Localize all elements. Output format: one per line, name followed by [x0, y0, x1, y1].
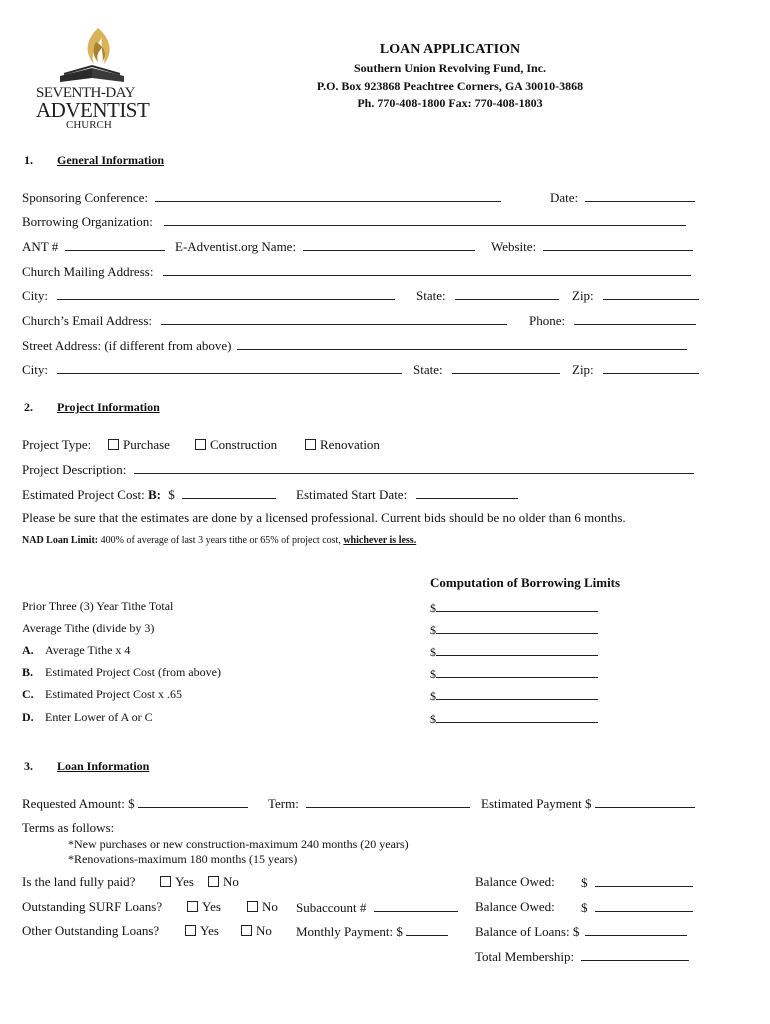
email-field[interactable] [161, 312, 507, 325]
surf-yes-option[interactable] [187, 899, 221, 915]
term-field[interactable] [306, 795, 470, 808]
purchase-option[interactable] [108, 437, 170, 453]
monthly-payment-row [296, 923, 448, 940]
computation-row [22, 665, 221, 680]
computation-value [430, 710, 598, 727]
row-label: Prior Three (3) Year Tithe Total [22, 599, 174, 613]
row-field[interactable] [436, 599, 598, 612]
row-label: Average Tithe (divide by 3) [22, 621, 155, 635]
section1-title: General Information [57, 153, 164, 167]
city2-row [22, 361, 402, 378]
balance-owed2-dollar: $ [581, 900, 588, 915]
purchase-checkbox[interactable] [108, 439, 119, 450]
row-field[interactable] [436, 665, 598, 678]
logo-line3: CHURCH [66, 119, 112, 131]
land-yes-checkbox[interactable] [160, 876, 171, 887]
state-field[interactable] [455, 287, 559, 300]
street-address-field[interactable] [237, 337, 687, 350]
city2-field[interactable] [57, 361, 402, 374]
row-field[interactable] [436, 687, 598, 700]
balance-loans-field[interactable] [585, 923, 687, 936]
nad-emphasis: whichever is less. [343, 535, 417, 546]
construction-option[interactable] [195, 437, 277, 453]
borrowing-org-row [22, 213, 686, 230]
surf-loans-row [22, 899, 162, 915]
borrowing-org-field[interactable] [164, 213, 686, 226]
row-dollar: $ [430, 667, 436, 681]
section2-title: Project Information [57, 400, 160, 414]
logo-line1: SEVENTH-DAY [36, 85, 135, 101]
computation-row [22, 621, 154, 636]
balance-loans-row [475, 923, 687, 940]
project-cost-row [22, 486, 276, 503]
term-label: Term: [268, 796, 299, 811]
project-cost-field[interactable] [182, 486, 276, 499]
surf-no-checkbox[interactable] [247, 901, 258, 912]
phone-label: Phone: [529, 313, 566, 328]
other-yes-checkbox[interactable] [185, 925, 196, 936]
project-cost-dollar: $ [168, 487, 175, 502]
row-dollar: $ [430, 623, 436, 637]
project-description-label: Project Description: [22, 462, 127, 477]
requested-amount-row [22, 795, 248, 812]
land-no-label: No [223, 874, 239, 889]
computation-row [22, 710, 153, 725]
zip-row [572, 287, 699, 304]
state2-row [413, 361, 560, 378]
estimates-note: Please be sure that the estimates are done by a licensed professional. Current bids should be no older than 6 months. [22, 510, 626, 525]
row-label: Estimated Project Cost x .65 [45, 687, 182, 701]
state-row [416, 287, 559, 304]
total-membership-label: Total Membership: [475, 949, 575, 964]
row-field[interactable] [436, 710, 598, 723]
surf-no-label: No [262, 899, 278, 914]
row-key: C. [22, 687, 34, 701]
land-paid-row [22, 874, 135, 890]
requested-amount-field[interactable] [138, 795, 248, 808]
zip2-label: Zip: [572, 362, 594, 377]
city-label: City: [22, 288, 49, 303]
email-label: Church’s Email Address: [22, 313, 152, 328]
other-no-label: No [256, 923, 272, 938]
subaccount-field[interactable] [374, 899, 458, 912]
other-loans-label: Other Outstanding Loans? [22, 923, 160, 938]
row-dollar: $ [430, 689, 436, 703]
row-key: A. [22, 643, 34, 657]
row-label: Enter Lower of A or C [45, 710, 153, 724]
org-name: Southern Union Revolving Fund, Inc. [353, 61, 547, 75]
date-row [550, 189, 695, 206]
street-address-label: Street Address: (if different from above) [22, 338, 232, 353]
total-membership-row [475, 948, 689, 965]
phone-field[interactable] [574, 312, 696, 325]
website-field[interactable] [543, 238, 693, 251]
section3-number: 3. [24, 759, 33, 773]
computation-value [430, 687, 598, 704]
total-membership-field[interactable] [581, 948, 689, 961]
term-row [268, 795, 470, 812]
start-date-row [296, 486, 518, 503]
church-logo [36, 24, 150, 134]
project-type-label: Project Type: [22, 437, 92, 452]
eadventist-row [175, 238, 475, 255]
section2-number: 2. [24, 400, 33, 414]
website-row [491, 238, 693, 255]
org-phone: Ph. 770-408-1800 Fax: 770-408-1803 [357, 96, 543, 110]
land-yes-label: Yes [175, 874, 194, 889]
mailing-address-row [22, 263, 691, 280]
eadventist-label: E-Adventist.org Name: [175, 239, 297, 254]
mailing-address-field[interactable] [163, 263, 691, 276]
balance-owed2-value [581, 899, 693, 916]
row-label: Estimated Project Cost (from above) [45, 665, 221, 679]
estimated-payment-row [481, 795, 695, 812]
balance-owed1-row [475, 874, 555, 890]
monthly-payment-label: Monthly Payment: $ [296, 924, 403, 939]
flame-bible-icon [36, 24, 146, 84]
row-dollar: $ [430, 645, 436, 659]
org-address: P.O. Box 923868 Peachtree Corners, GA 30010-3868 [316, 79, 584, 93]
computation-row [22, 599, 173, 614]
nad-loan-limit [22, 535, 416, 546]
date-label: Date: [550, 190, 579, 205]
balance-owed1-dollar: $ [581, 875, 588, 890]
computation-value [430, 643, 598, 660]
zip2-field[interactable] [603, 361, 699, 374]
phone-row [529, 312, 696, 329]
ant-field[interactable] [65, 238, 165, 251]
land-yes-option[interactable] [160, 874, 194, 890]
land-no-option[interactable] [208, 874, 239, 890]
row-dollar: $ [430, 712, 436, 726]
street-address-row [22, 337, 687, 354]
surf-yes-checkbox[interactable] [187, 901, 198, 912]
balance-owed1-label: Balance Owed: [475, 874, 555, 889]
computation-value [430, 665, 598, 682]
land-no-checkbox[interactable] [208, 876, 219, 887]
city-field[interactable] [57, 287, 395, 300]
project-description-field[interactable] [134, 461, 694, 474]
renovation-label: Renovation [320, 437, 380, 452]
state2-field[interactable] [452, 361, 560, 374]
date-field[interactable] [585, 189, 695, 202]
state-label: State: [416, 288, 446, 303]
project-cost-key: B: [148, 487, 162, 502]
city-row [22, 287, 395, 304]
nad-text: 400% of average of last 3 years tithe or 65% of project cost, [98, 535, 344, 546]
start-date-label: Estimated Start Date: [296, 487, 408, 502]
subaccount-label: Subaccount # [296, 900, 367, 915]
subaccount-row [296, 899, 458, 916]
terms-label: Terms as follows: [22, 820, 115, 835]
balance-owed2-label: Balance Owed: [475, 899, 555, 914]
construction-checkbox[interactable] [195, 439, 206, 450]
sponsoring-conference-field[interactable] [155, 189, 501, 202]
project-cost-label: Estimated Project Cost: [22, 487, 145, 502]
computation-title: Computation of Borrowing Limits [430, 575, 621, 590]
website-label: Website: [491, 239, 537, 254]
balance-loans-label: Balance of Loans: $ [475, 924, 580, 939]
balance-owed2-row [475, 899, 555, 915]
mailing-address-label: Church Mailing Address: [22, 264, 154, 279]
form-title: LOAN APPLICATION [379, 42, 521, 57]
state2-label: State: [413, 362, 443, 377]
other-no-option[interactable] [241, 923, 272, 939]
balance-owed2-field[interactable] [595, 899, 693, 912]
city2-label: City: [22, 362, 49, 377]
row-key: D. [22, 710, 34, 724]
computation-row [22, 687, 182, 702]
monthly-payment-field[interactable] [406, 923, 448, 936]
row-label: Average Tithe x 4 [45, 643, 131, 657]
other-loans-row [22, 923, 159, 939]
zip-label: Zip: [572, 288, 594, 303]
section3-title: Loan Information [57, 759, 150, 773]
computation-value [430, 621, 598, 638]
ant-row [22, 238, 165, 255]
ant-label: ANT # [22, 239, 59, 254]
purchase-label: Purchase [123, 437, 170, 452]
other-no-checkbox[interactable] [241, 925, 252, 936]
terms-line2: *Renovations-maximum 180 months (15 years) [68, 852, 298, 866]
email-row [22, 312, 507, 329]
land-paid-label: Is the land fully paid? [22, 874, 136, 889]
eadventist-field[interactable] [303, 238, 475, 251]
row-field[interactable] [436, 643, 598, 656]
estimated-payment-label: Estimated Payment $ [481, 796, 592, 811]
construction-label: Construction [210, 437, 278, 452]
project-description-row [22, 461, 694, 478]
start-date-field[interactable] [416, 486, 518, 499]
row-key: B. [22, 665, 34, 679]
project-type-row [22, 437, 91, 453]
balance-owed1-value [581, 874, 693, 891]
estimated-payment-field[interactable] [595, 795, 695, 808]
logo-line2: ADVENTIST [36, 98, 150, 122]
balance-owed1-field[interactable] [595, 874, 693, 887]
row-field[interactable] [436, 621, 598, 634]
surf-yes-label: Yes [202, 899, 221, 914]
sponsoring-conference-label: Sponsoring Conference: [22, 190, 149, 205]
zip2-row [572, 361, 699, 378]
nad-label: NAD Loan Limit: [22, 535, 99, 546]
borrowing-org-label: Borrowing Organization: [22, 214, 153, 229]
computation-value [430, 599, 598, 616]
zip-field[interactable] [603, 287, 699, 300]
surf-no-option[interactable] [247, 899, 278, 915]
row-dollar: $ [430, 601, 436, 615]
renovation-option[interactable] [305, 437, 380, 453]
surf-loans-label: Outstanding SURF Loans? [22, 899, 163, 914]
terms-line1: *New purchases or new construction-maximum 240 months (20 years) [68, 837, 409, 851]
requested-amount-label: Requested Amount: $ [22, 796, 135, 811]
other-yes-label: Yes [200, 923, 219, 938]
renovation-checkbox[interactable] [305, 439, 316, 450]
sponsoring-conference-row [22, 189, 501, 206]
other-yes-option[interactable] [185, 923, 219, 939]
section1-number: 1. [24, 153, 33, 167]
computation-row [22, 643, 130, 658]
